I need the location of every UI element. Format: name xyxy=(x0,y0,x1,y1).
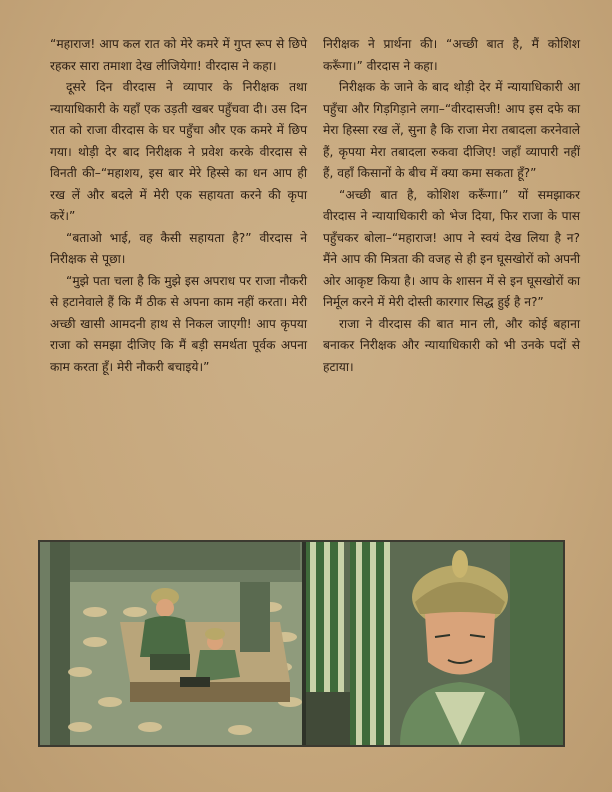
paragraph: “महाराज! आप कल रात को मेरे कमरे में गुप्त रूप से छिपे रहकर सारा तमाशा देख लीजियेगा! वीरदास ने कहा। xyxy=(50,37,307,73)
paragraph: राजा ने वीरदास की बात मान ली, और कोई बहाना बनाकर निरीक्षक और न्यायाधिकारी को भी उनके पदों से हटाया। xyxy=(323,316,580,374)
paragraph: “बताओ भाई, वह कैसी सहायता है?” वीरदास ने निरीक्षक से पूछा। xyxy=(50,230,307,266)
illustration-drawing xyxy=(40,542,563,745)
story-text xyxy=(50,34,580,526)
left-column xyxy=(50,34,307,526)
paragraph: निरीक्षक के जाने के बाद थोड़ी देर में न्यायाधिकारी आ पहुँचा और गिड़गिड़ाने लगा–“वीरदासजी! आप इस दफे का मेरा हिस्सा रख लें, सुना है कि राजा मेरा तबादला करनेवाले हैं, कृपया मेरा तबादला रुकवा दीजिए! जहाँ व्यापारी नहीं हैं, वहाँ किसानों के बीच में क्या कमा सकता हूँ?” xyxy=(323,80,580,180)
paragraph: निरीक्षक ने प्रार्थना की। “अच्छी बात है, मैं कोशिश करूँगा।” वीरदास ने कहा। xyxy=(323,37,580,73)
curtain-shadow xyxy=(306,692,350,745)
throne-pillar xyxy=(240,582,270,652)
paragraph: “मुझे पता चला है कि मुझे इस अपराध पर राजा नौकरी से हटानेवाले हैं कि मैं ठीक से अपना काम नहीं करता। मेरी अच्छी खासी आमदनी हाथ से निकल जाएगी! आप कृपया राजा को समझा दीजिए कि मैं बड़ी समर्थता पूर्वक अपना काम करता हूँ। मेरी नौकरी बचाइये।” xyxy=(50,273,307,374)
panel-divider xyxy=(302,542,306,745)
pillar xyxy=(50,542,70,745)
paragraph: दूसरे दिन वीरदास ने व्यापार के निरीक्षक तथा न्यायाधिकारी के यहाँ एक उड़ती खबर पहुँचवा दी। उस दिन रात को राजा वीरदास के घर पहुँचा और एक कमरे में छिप गया। थोड़ी देर बाद निरीक्षक ने प्रवेश करके वीरदास से विनती की–“महाशय, इस बार मेरे हिस्से का धन आप ही रख लें और बदले में मेरी एक सहायता करने की कृपा करें।” xyxy=(50,80,307,223)
story-illustration xyxy=(38,540,565,747)
wall-border xyxy=(70,542,300,570)
window-frame xyxy=(510,542,563,745)
right-column xyxy=(323,34,580,526)
paragraph: “अच्छी बात है, कोशिश करूँगा।” यों समझाकर वीरदास ने न्यायाधिकारी को भेज दिया, फिर राजा के पास पहुँचकर बोला–“महाराज! आप ने स्वयं देख लिया है न? मैंने आप की मित्रता की वजह से ही इन घूसखोरों को अपनी ओर आकृष्ट किया है। आप के शासन में से इन घूसखोरों का निर्मूल करने में मेरी दोस्ती कारगार सिद्ध हुई है न?” xyxy=(323,187,580,309)
